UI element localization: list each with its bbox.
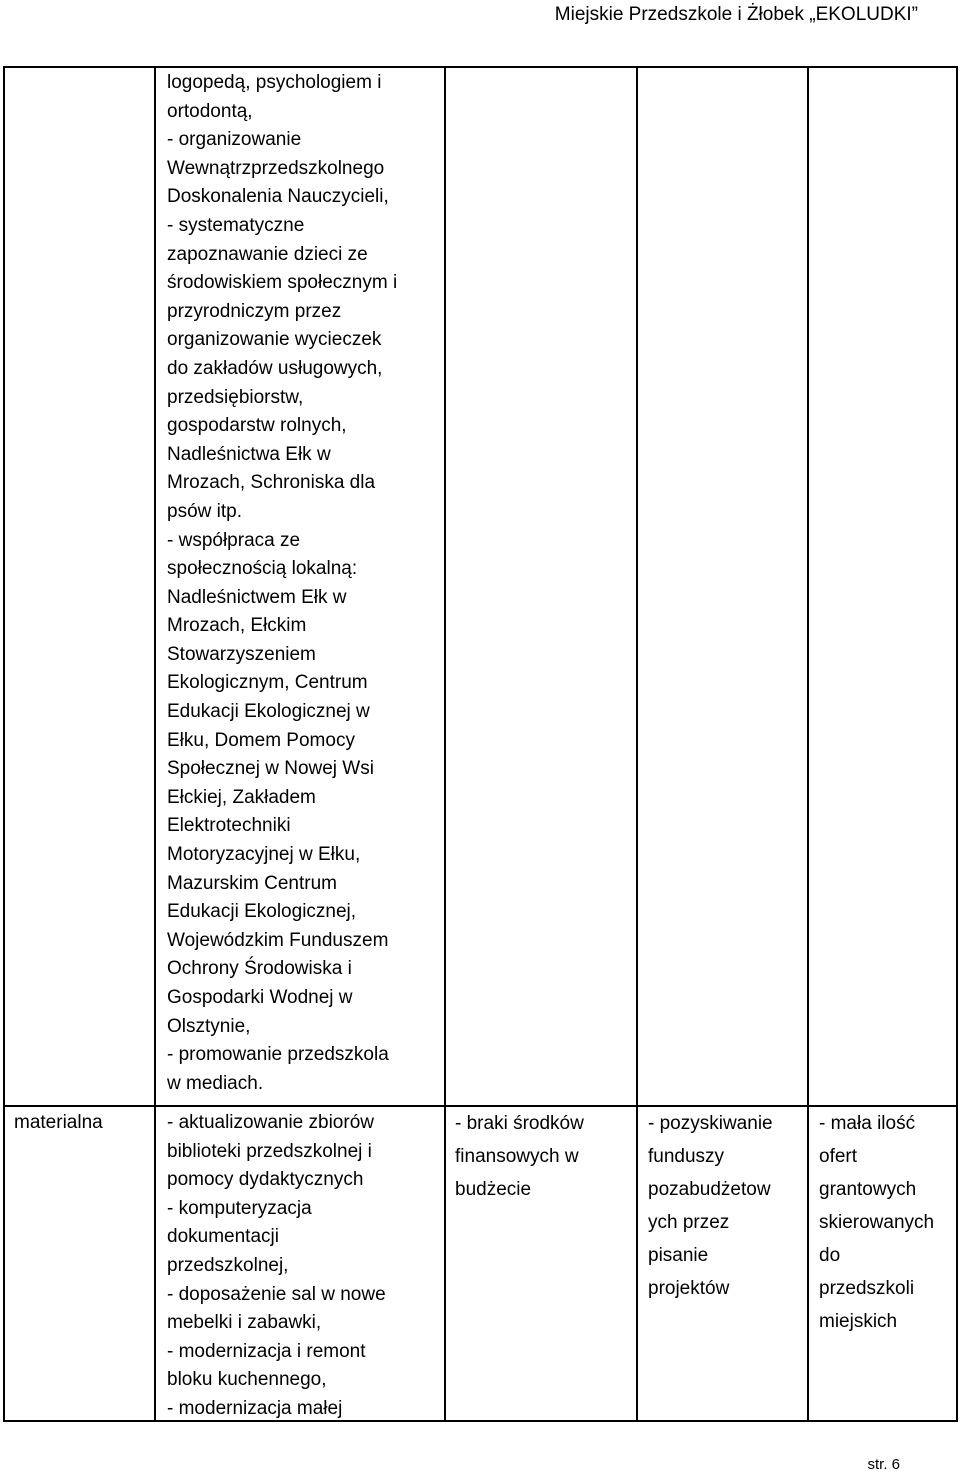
text-line: ych przez bbox=[648, 1212, 730, 1233]
actions-cell bbox=[167, 1109, 386, 1424]
text-line: Mrozach, Schroniska dla bbox=[167, 472, 376, 494]
text-line: do bbox=[819, 1245, 841, 1266]
text-line: Elektrotechniki bbox=[167, 815, 291, 837]
column-divider bbox=[154, 66, 156, 1422]
text-line: Olsztynie, bbox=[167, 1015, 251, 1037]
text-line: skierowanych bbox=[819, 1212, 935, 1233]
text-line: ortodontą, bbox=[167, 100, 253, 122]
text-line: projektów bbox=[648, 1278, 730, 1299]
text-line: - aktualizowanie zbiorów bbox=[167, 1112, 374, 1133]
column-divider bbox=[956, 66, 958, 1422]
text-line: Wewnątrzprzedszkolnego bbox=[167, 157, 385, 179]
text-line: Motoryzacyjnej w Ełku, bbox=[167, 844, 361, 866]
text-line: Stowarzyszeniem bbox=[167, 643, 316, 665]
text-line: bloku kuchennego, bbox=[167, 1369, 327, 1391]
text-line: - doposażenie sal w nowe bbox=[167, 1283, 386, 1305]
document-header: Miejskie Przedszkole i Żłobek „EKOLUDKI” bbox=[554, 4, 918, 25]
column-divider bbox=[3, 66, 5, 1422]
text-line: Nadleśnictwem Ełk w bbox=[167, 586, 347, 608]
text-line: Ochrony Środowiska i bbox=[167, 958, 352, 980]
text-line: pomocy dydaktycznych bbox=[167, 1169, 364, 1191]
text-line: Ekologicznym, Centrum bbox=[167, 672, 368, 694]
text-line: logopedą, psychologiem i bbox=[167, 72, 382, 93]
text-line: Mazurskim Centrum bbox=[167, 872, 337, 894]
text-line: - braki środków bbox=[455, 1113, 584, 1134]
text-line: Społecznej w Nowej Wsi bbox=[167, 758, 374, 780]
text-line: biblioteki przedszkolnej i bbox=[167, 1140, 372, 1162]
opportunities-cell bbox=[648, 1107, 773, 1305]
text-line: Wojewódzkim Funduszem bbox=[167, 929, 389, 951]
text-line: organizowanie wycieczek bbox=[167, 329, 382, 351]
threats-cell bbox=[819, 1107, 934, 1338]
text-line: przyrodniczym przez bbox=[167, 300, 342, 322]
swot-table bbox=[3, 66, 958, 1422]
text-line: zapoznawanie dzieci ze bbox=[167, 243, 368, 265]
text-line: - promowanie przedszkola bbox=[167, 1044, 389, 1066]
text-line: - współpraca ze bbox=[167, 529, 301, 551]
category-cell: materialna bbox=[14, 1112, 103, 1133]
text-line: - systematyczne bbox=[167, 214, 305, 236]
column-divider bbox=[636, 66, 638, 1422]
weaknesses-cell bbox=[455, 1107, 584, 1206]
text-line: - komputeryzacja bbox=[167, 1197, 312, 1219]
text-line: Nadleśnictwa Ełk w bbox=[167, 443, 331, 465]
table-top-border bbox=[3, 66, 958, 68]
text-line: do zakładów usługowych, bbox=[167, 357, 383, 379]
text-line: miejskich bbox=[819, 1311, 898, 1332]
text-line: pozabudżetow bbox=[648, 1179, 771, 1200]
text-line: psów itp. bbox=[167, 500, 242, 522]
text-line: Ełckiej, Zakładem bbox=[167, 786, 316, 808]
text-line: pisanie bbox=[648, 1245, 709, 1266]
text-line: w mediach. bbox=[167, 1072, 264, 1094]
text-line: - modernizacja małej bbox=[167, 1397, 343, 1419]
text-line: Edukacji Ekologicznej w bbox=[167, 701, 370, 723]
table-bottom-border bbox=[3, 1420, 958, 1422]
text-line: przedszkolnej, bbox=[167, 1254, 289, 1276]
text-line: przedsiębiorstw, bbox=[167, 386, 304, 408]
text-line: dokumentacji bbox=[167, 1226, 279, 1248]
text-line: Edukacji Ekologicznej, bbox=[167, 901, 357, 923]
text-line: - pozyskiwanie bbox=[648, 1113, 773, 1134]
text-line: ofert bbox=[819, 1146, 858, 1167]
text-line: funduszy bbox=[648, 1146, 725, 1167]
text-line: gospodarstw rolnych, bbox=[167, 415, 347, 437]
column-divider bbox=[807, 66, 809, 1422]
column-divider bbox=[444, 66, 446, 1422]
text-line: Ełku, Domem Pomocy bbox=[167, 729, 355, 751]
text-line: budżecie bbox=[455, 1179, 532, 1200]
text-line: - modernizacja i remont bbox=[167, 1340, 366, 1362]
text-line: - mała ilość bbox=[819, 1113, 916, 1134]
text-line: - organizowanie bbox=[167, 129, 302, 151]
text-line: grantowych bbox=[819, 1179, 917, 1200]
text-line: mebelki i zabawki, bbox=[167, 1312, 322, 1334]
actions-cell bbox=[167, 69, 397, 1098]
text-line: finansowych w bbox=[455, 1146, 579, 1167]
text-line: przedszkoli bbox=[819, 1278, 915, 1299]
page-number: str. 6 bbox=[867, 1456, 900, 1473]
text-line: środowiskiem społecznym i bbox=[167, 272, 398, 294]
text-line: Mrozach, Ełckim bbox=[167, 615, 307, 637]
text-line: społecznością lokalną: bbox=[167, 558, 358, 580]
text-line: Gospodarki Wodnej w bbox=[167, 987, 353, 1008]
text-line: Doskonalenia Nauczycieli, bbox=[167, 186, 389, 208]
